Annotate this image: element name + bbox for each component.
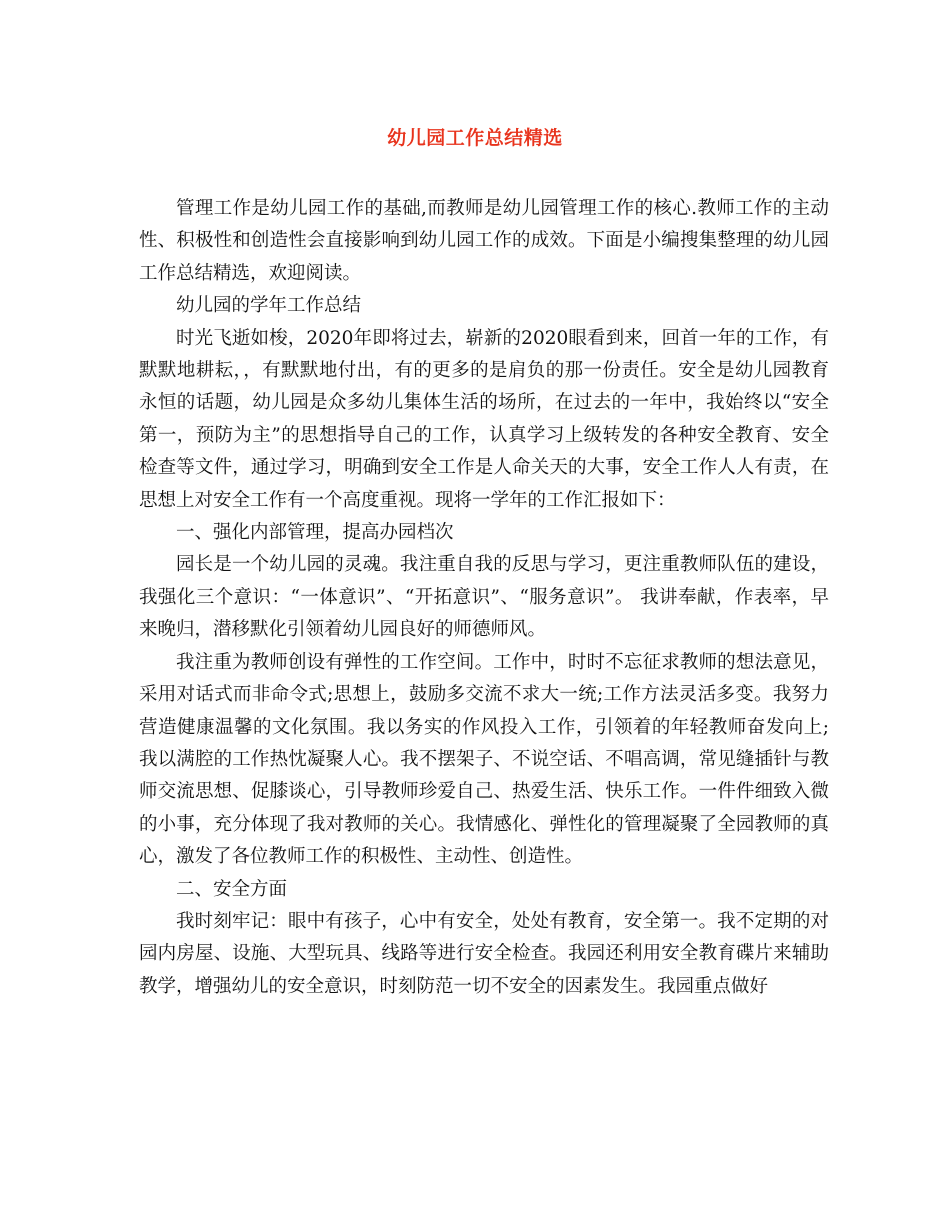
paragraph-annual-summary: 时光飞逝如梭，2020年即将过去，崭新的2020眼看到来，回首一年的工作，有默默地耕耘，，有默默地付出，有的更多的是肩负的那一份责任。安全是幼儿园教育永恒的话题，幼儿园是众多幼儿集体生活的场所，在过去的一年中，我始终以“安全第一，预防为主”的思想指导自己的工作，认真学习上级转发的各种安全教育、安全检查等文件，通过学习，明确到安全工作是人命关天的大事，安全工作人人有责，在思想上对安全工作有一个高度重视。现将一学年的工作汇报如下： <box>139 327 829 511</box>
paragraph-teacher-space: 我注重为教师创设有弹性的工作空间。工作中，时时不忘征求教师的想法意见，采用对话式而非命令式;思想上，鼓励多交流不求大一统;工作方法灵活多变。我努力营造健康温馨的文化氛围。我以务实的作风投入工作，引领着的年轻教师奋发向上;我以满腔的工作热忱凝聚人心。我不摆架子、不说空话、不唱高调，常见缝插针与教师交流思想、促膝谈心，引导教师珍爱自己、热爱生活、快乐工作。一件件细致入微的小事，充分体现了我对教师的关心。我情感化、弹性化的管理凝聚了全园教师的真心，激发了各位教师工作的积极性、主动性、创造性。 <box>139 651 829 868</box>
section-heading-safety: 二、安全方面 <box>176 878 288 900</box>
document-title: 幼儿园工作总结精选 <box>387 127 563 149</box>
paragraph-safety: 我时刻牢记：眼中有孩子，心中有安全，处处有教育，安全第一。我不定期的对园内房屋、设施、大型玩具、线路等进行安全检查。我园还利用安全教育碟片来辅助教学，增强幼儿的安全意识，时刻防范一切不安全的因素发生。我园重点做好 <box>139 910 829 997</box>
section-heading-annual-summary: 幼儿园的学年工作总结 <box>176 295 362 317</box>
paragraph-intro: 管理工作是幼儿园工作的基础,而教师是幼儿园管理工作的核心.教师工作的主动性、积极性和创造性会直接影响到幼儿园工作的成效。下面是小编搜集整理的幼儿园工作总结精选，欢迎阅读。 <box>139 198 829 284</box>
paragraph-director-role: 园长是一个幼儿园的灵魂。我注重自我的反思与学习，更注重教师队伍的建设，我强化三个意识：“一体意识”、“开拓意识”、“服务意识”。 我讲奉献，作表率，早来晚归，潜移默化引领着幼儿园良好的师德师风。 <box>139 554 829 641</box>
document-body <box>139 193 829 1003</box>
section-heading-internal-management: 一、强化内部管理，提高办园档次 <box>176 522 454 544</box>
